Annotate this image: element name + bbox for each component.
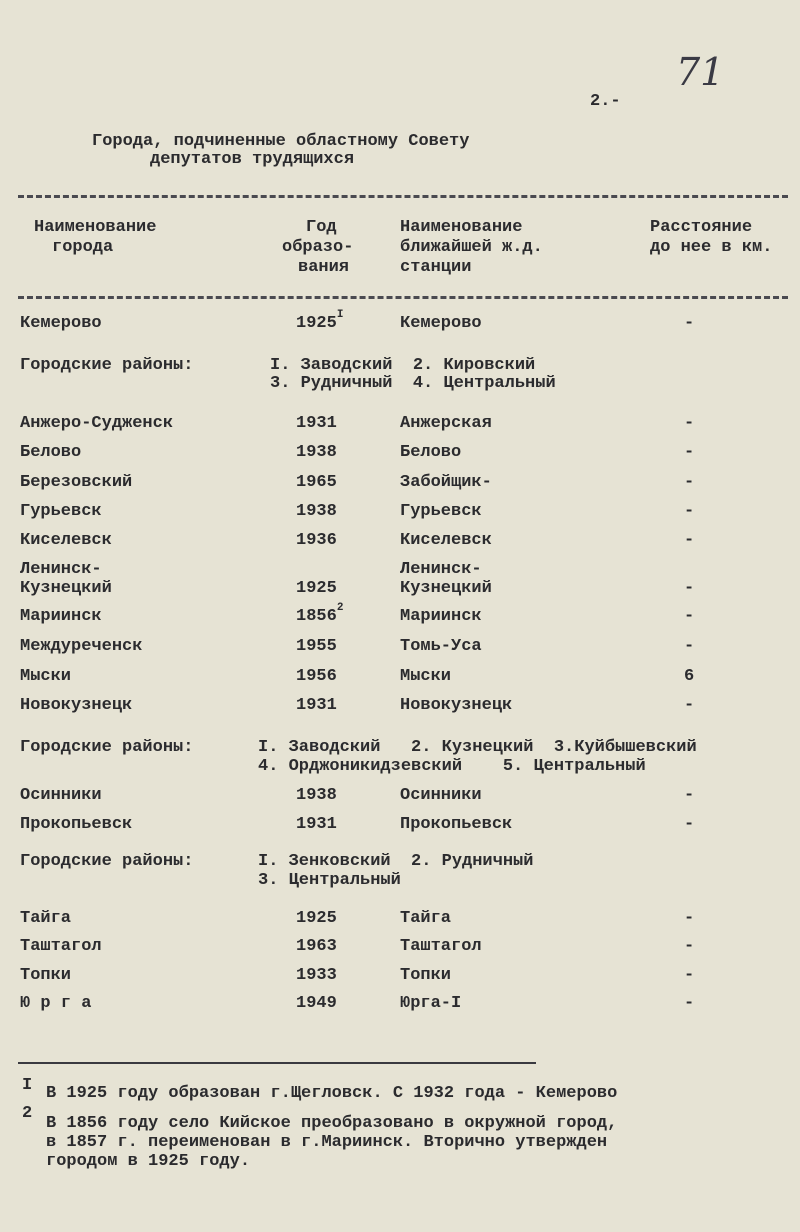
founding-year: 1938 bbox=[296, 502, 337, 521]
table-row bbox=[0, 560, 800, 602]
city-name: Ю р г а bbox=[20, 994, 92, 1013]
city-name: Мариинск bbox=[20, 607, 102, 626]
districts-line-1: I. Зенковский 2. Рудничный bbox=[258, 852, 534, 871]
table-row bbox=[0, 309, 800, 336]
footnote-text: городом в 1925 году. bbox=[46, 1152, 251, 1171]
header-year-2: образо- bbox=[282, 238, 354, 257]
city-name: Белово bbox=[20, 443, 82, 462]
footnote-mark: 2 bbox=[22, 1104, 33, 1123]
table-row bbox=[0, 637, 800, 659]
distance: - bbox=[684, 696, 695, 715]
founding-year: 1933 bbox=[296, 966, 337, 985]
table-row bbox=[0, 667, 800, 689]
city-name: Ленинск- bbox=[20, 560, 102, 579]
station-name: Мариинск bbox=[400, 607, 482, 626]
distance: - bbox=[684, 966, 695, 985]
archive-folio-number: 71 bbox=[676, 50, 725, 94]
city-name: Киселевск bbox=[20, 531, 112, 550]
station-name: Ленинск- bbox=[400, 560, 482, 579]
founding-year: 1963 bbox=[296, 937, 337, 956]
districts-line-1: I. Заводский 2. Кировский bbox=[270, 356, 536, 375]
table-row bbox=[0, 994, 800, 1016]
title-line-1: Города, подчиненные областному Совету bbox=[92, 132, 470, 151]
distance: - bbox=[684, 314, 695, 333]
footnote-text: В 1925 году образован г.Щегловск. С 1932 года - Кемерово bbox=[46, 1084, 618, 1103]
header-distance-2: до нее в км. bbox=[650, 238, 773, 257]
city-name: Междуреченск bbox=[20, 637, 143, 656]
founding-year: 1965 bbox=[296, 473, 337, 492]
distance: - bbox=[684, 531, 695, 550]
distance: - bbox=[684, 579, 695, 598]
founding-year: 1931 bbox=[296, 696, 337, 715]
table-row bbox=[0, 909, 800, 931]
distance: - bbox=[684, 607, 695, 626]
city-name: Новокузнецк bbox=[20, 696, 133, 715]
table-row bbox=[0, 815, 800, 837]
districts-label: Городские районы: bbox=[20, 738, 194, 757]
city-name: Анжеро-Судженск bbox=[20, 414, 174, 433]
city-name: Осинники bbox=[20, 786, 102, 805]
station-name: Томь-Уса bbox=[400, 637, 482, 656]
footnote-ref: 2 bbox=[336, 602, 344, 615]
station-name: Гурьевск bbox=[400, 502, 482, 521]
table-row bbox=[0, 966, 800, 988]
distance: - bbox=[684, 637, 695, 656]
founding-year: 1936 bbox=[296, 531, 337, 550]
founding-year: 1931 bbox=[296, 414, 337, 433]
station-name: Таштагол bbox=[400, 937, 482, 956]
districts-line-2: 4. Орджоникидзевский 5. Центральный bbox=[258, 757, 646, 776]
founding-year: 1938 bbox=[296, 786, 337, 805]
founding-year: 1949 bbox=[296, 994, 337, 1013]
header-year-1: Год bbox=[306, 218, 337, 237]
footnote-text: В 1856 году село Кийское преобразовано в окружной город, bbox=[46, 1114, 618, 1133]
table-row bbox=[0, 602, 800, 629]
station-name: Белово bbox=[400, 443, 462, 462]
distance: - bbox=[684, 994, 695, 1013]
footnote-separator bbox=[18, 1062, 536, 1064]
distance: - bbox=[684, 502, 695, 521]
city-name: Кемерово bbox=[20, 314, 102, 333]
station-name: Прокопьевск bbox=[400, 815, 513, 834]
header-top-rule bbox=[18, 195, 788, 198]
founding-year: 1931 bbox=[296, 815, 337, 834]
city-name: Мыски bbox=[20, 667, 72, 686]
station-name: Топки bbox=[400, 966, 452, 985]
header-city-1: Наименование bbox=[34, 218, 157, 237]
station-name: Анжерская bbox=[400, 414, 492, 433]
distance: - bbox=[684, 937, 695, 956]
table-row bbox=[0, 531, 800, 553]
founding-year: $1925^I$ bbox=[296, 309, 344, 333]
districts-label: Городские районы: bbox=[20, 852, 194, 871]
city-name: Гурьевск bbox=[20, 502, 102, 521]
station-name: Киселевск bbox=[400, 531, 492, 550]
table-row bbox=[0, 696, 800, 718]
station-name: Кемерово bbox=[400, 314, 482, 333]
city-name: Топки bbox=[20, 966, 72, 985]
city-name: Прокопьевск bbox=[20, 815, 133, 834]
title-line-2: депутатов трудящихся bbox=[150, 150, 355, 169]
distance: - bbox=[684, 414, 695, 433]
founding-year: 1938 bbox=[296, 443, 337, 462]
footnote-mark: I bbox=[22, 1076, 33, 1095]
table-row bbox=[0, 414, 800, 436]
station-name: Тайга bbox=[400, 909, 452, 928]
founding-year: 1856$^2$ bbox=[296, 602, 344, 626]
city-name-cont: Кузнецкий bbox=[20, 579, 112, 598]
districts-label: Городские районы: bbox=[20, 356, 194, 375]
table-row bbox=[0, 443, 800, 465]
city-name: Таштагол bbox=[20, 937, 102, 956]
header-station-2: ближайшей ж.д. bbox=[400, 238, 543, 257]
header-distance-1: Расстояние bbox=[650, 218, 753, 237]
header-bottom-rule bbox=[18, 296, 788, 299]
station-name: Новокузнецк bbox=[400, 696, 513, 715]
distance: - bbox=[684, 909, 695, 928]
distance: - bbox=[684, 473, 695, 492]
station-name-cont: Кузнецкий bbox=[400, 579, 492, 598]
city-name: Березовский bbox=[20, 473, 133, 492]
founding-year: 1956 bbox=[296, 667, 337, 686]
founding-year: 1925 bbox=[296, 579, 337, 598]
distance: - bbox=[684, 786, 695, 805]
station-name: Мыски bbox=[400, 667, 452, 686]
table-row bbox=[0, 786, 800, 808]
table-row bbox=[0, 473, 800, 495]
districts-line-2: 3. Рудничный 4. Центральный bbox=[270, 374, 556, 393]
footnote-text: в 1857 г. переименован в г.Мариинск. Вторично утвержден bbox=[46, 1133, 608, 1152]
distance: - bbox=[684, 815, 695, 834]
table-row bbox=[0, 937, 800, 959]
footnote-ref: I bbox=[336, 309, 344, 322]
header-station-1: Наименование bbox=[400, 218, 523, 237]
table-row bbox=[0, 502, 800, 524]
distance: - bbox=[684, 443, 695, 462]
founding-year: 1925 bbox=[296, 909, 337, 928]
header-year-3: вания bbox=[298, 258, 350, 277]
header-station-3: станции bbox=[400, 258, 472, 277]
station-name: Юрга-I bbox=[400, 994, 462, 1013]
station-name: Забойщик- bbox=[400, 473, 492, 492]
founding-year: 1955 bbox=[296, 637, 337, 656]
city-name: Тайга bbox=[20, 909, 72, 928]
header-city-2: города bbox=[52, 238, 114, 257]
distance: 6 bbox=[684, 667, 695, 686]
page-number: 2.- bbox=[590, 92, 621, 111]
districts-line-1: I. Заводский 2. Кузнецкий 3.Куйбышевский bbox=[258, 738, 697, 757]
districts-line-2: 3. Центральный bbox=[258, 871, 401, 890]
station-name: Осинники bbox=[400, 786, 482, 805]
